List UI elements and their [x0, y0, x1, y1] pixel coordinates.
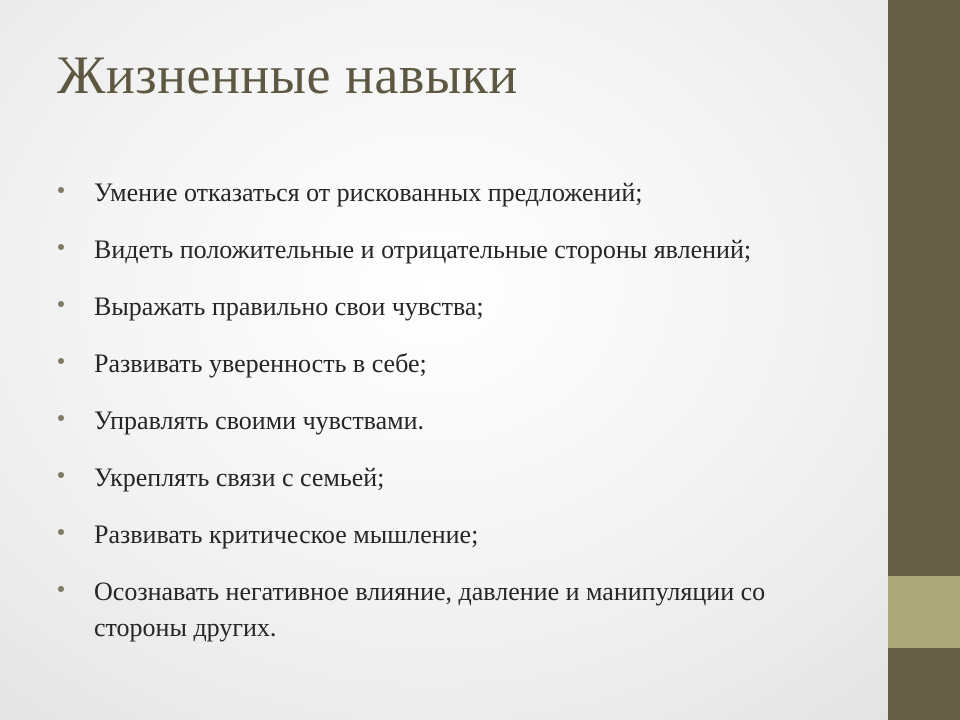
- bullet-text: Выражать правильно свои чувства;: [94, 292, 484, 321]
- sidebar-dark-block-bottom: [888, 648, 960, 720]
- bullet-item: [58, 346, 838, 382]
- slide-title: Жизненные навыки: [57, 45, 518, 105]
- bullet-list: [58, 175, 838, 667]
- bullet-item: [58, 460, 838, 496]
- bullet-item: [58, 175, 838, 211]
- bullet-item: [58, 289, 838, 325]
- bullet-item: [58, 403, 838, 439]
- sidebar-dark-block: [888, 0, 960, 576]
- bullet-dot-icon: [58, 472, 64, 478]
- bullet-item: [58, 574, 838, 646]
- bullet-item: [58, 517, 838, 553]
- bullet-text: Развивать критическое мышление;: [94, 520, 479, 549]
- bullet-dot-icon: [58, 529, 64, 535]
- bullet-item: [58, 232, 838, 268]
- sidebar-accent-block: [888, 576, 960, 648]
- bullet-dot-icon: [58, 301, 64, 307]
- bullet-text: Развивать уверенность в себе;: [94, 349, 427, 378]
- bullet-dot-icon: [58, 415, 64, 421]
- bullet-dot-icon: [58, 358, 64, 364]
- bullet-text: Умение отказаться от рискованных предложений;: [94, 178, 643, 207]
- bullet-text: Укреплять связи с семьей;: [94, 463, 385, 492]
- decorative-sidebar: [888, 0, 960, 720]
- bullet-dot-icon: [58, 187, 64, 193]
- bullet-text: Осознавать негативное влияние, давление и манипуляции со стороны других.: [94, 577, 766, 642]
- bullet-text: Управлять своими чувствами.: [94, 406, 425, 435]
- bullet-dot-icon: [58, 586, 64, 592]
- bullet-text: Видеть положительные и отрицательные стороны явлений;: [94, 235, 752, 264]
- bullet-dot-icon: [58, 244, 64, 250]
